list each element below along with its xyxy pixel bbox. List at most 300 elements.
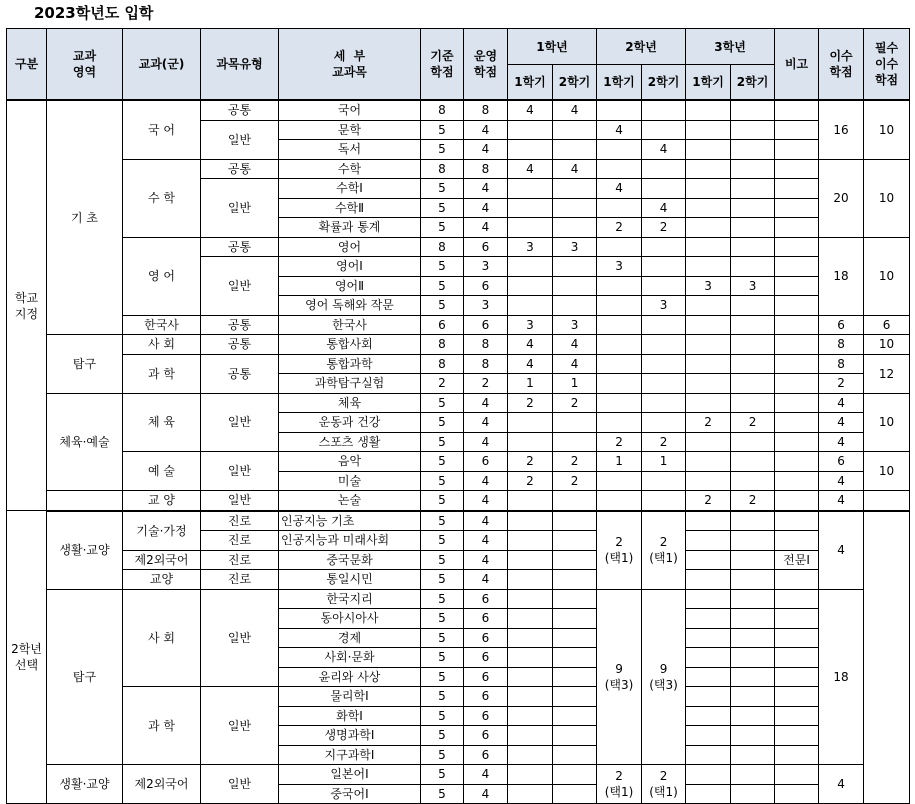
- type-cell: 일반: [201, 687, 279, 765]
- required-english: 10: [864, 237, 910, 315]
- type-cell: 진로: [201, 511, 279, 531]
- sem-cell: [686, 726, 731, 746]
- note-cell: [775, 296, 819, 316]
- op-credit: 4: [464, 218, 508, 238]
- base-credit: 5: [421, 687, 464, 707]
- op-credit: 4: [464, 550, 508, 570]
- total-pe3: 4: [819, 432, 864, 452]
- course-cell: 인공지능 기초: [279, 511, 421, 531]
- op-credit: 4: [464, 511, 508, 531]
- sem-cell: 2: [642, 432, 686, 452]
- table-row: [7, 393, 910, 413]
- note-cell: [775, 491, 819, 511]
- sem-cell: 4: [508, 159, 553, 179]
- sem-cell: [731, 452, 775, 472]
- explore-block-sem2: [642, 589, 686, 765]
- sem-cell: 3: [553, 237, 597, 257]
- sem-cell: [508, 511, 553, 531]
- note-cell: [775, 374, 819, 394]
- note-cell: [775, 648, 819, 668]
- base-credit: 5: [421, 413, 464, 433]
- sem-cell: [553, 257, 597, 277]
- op-credit: 6: [464, 745, 508, 765]
- course-cell: 생명과학Ⅰ: [279, 726, 421, 746]
- sem-cell: [553, 511, 597, 531]
- sem-cell: 4: [553, 159, 597, 179]
- sem-cell: [686, 550, 731, 570]
- op-credit: 2: [464, 374, 508, 394]
- sem-cell: [553, 667, 597, 687]
- sem-cell: [553, 491, 597, 511]
- note-cell: [775, 589, 819, 609]
- sem-cell: [553, 531, 597, 551]
- sem-cell: [686, 471, 731, 491]
- type-cell: 일반: [201, 765, 279, 804]
- sem-cell: [553, 589, 597, 609]
- sem-cell: [597, 393, 642, 413]
- sem-cell: [731, 315, 775, 335]
- type-cell: 공통: [201, 237, 279, 257]
- sem-cell: [553, 628, 597, 648]
- sem-cell: [508, 687, 553, 707]
- sem-cell: [731, 667, 775, 687]
- sem-cell: [553, 570, 597, 590]
- sem-cell: [731, 726, 775, 746]
- sem-cell: [731, 374, 775, 394]
- sem-cell: 4: [553, 100, 597, 120]
- course-cell: 윤리와 사상: [279, 667, 421, 687]
- sem-cell: 2: [553, 471, 597, 491]
- note-cell: [775, 628, 819, 648]
- base-credit: 5: [421, 531, 464, 551]
- sem-cell: [642, 237, 686, 257]
- lang-block-sem1-pick: (택1): [604, 785, 634, 799]
- sem-cell: 3: [508, 315, 553, 335]
- sem-cell: [508, 784, 553, 804]
- group-science: 과 학: [123, 354, 201, 393]
- op-credit: 6: [464, 628, 508, 648]
- op-credit: 6: [464, 648, 508, 668]
- sem-cell: [731, 648, 775, 668]
- op-credit: 4: [464, 179, 508, 199]
- type-cell: 일반: [201, 179, 279, 238]
- course-cell: 한국지리: [279, 589, 421, 609]
- required-korean: 10: [864, 100, 910, 159]
- header-op-credit: 운영 학점: [464, 29, 508, 101]
- note-cell: [775, 432, 819, 452]
- sem-cell: 1: [642, 452, 686, 472]
- table-row: [7, 550, 910, 570]
- section-elective: 2학년 선택: [7, 511, 47, 804]
- sem-cell: [686, 198, 731, 218]
- base-credit: 5: [421, 726, 464, 746]
- note-cell: [775, 179, 819, 199]
- course-cell: 화학Ⅰ: [279, 706, 421, 726]
- op-credit: 4: [464, 765, 508, 785]
- sem-cell: [731, 471, 775, 491]
- base-credit: 5: [421, 745, 464, 765]
- op-credit: 6: [464, 276, 508, 296]
- sem-cell: [508, 550, 553, 570]
- header-base-credit: 기준 학점: [421, 29, 464, 101]
- op-credit: 8: [464, 335, 508, 355]
- sem-cell: [686, 218, 731, 238]
- op-credit: 4: [464, 784, 508, 804]
- base-credit: 8: [421, 159, 464, 179]
- sem-cell: 4: [508, 100, 553, 120]
- base-credit: 8: [421, 354, 464, 374]
- required-elective: [864, 511, 910, 804]
- curriculum-table: [6, 28, 910, 804]
- total-liberal: 4: [819, 491, 864, 511]
- sem-cell: [553, 784, 597, 804]
- group-english: 영 어: [123, 237, 201, 315]
- sem-cell: [686, 511, 731, 531]
- sem-cell: [642, 159, 686, 179]
- area-life: 생활·교양: [47, 511, 123, 590]
- course-cell: 물리학Ⅰ: [279, 687, 421, 707]
- base-credit: 5: [421, 648, 464, 668]
- total-social: 8: [819, 335, 864, 355]
- sem-cell: 2: [686, 491, 731, 511]
- sem-cell: [642, 374, 686, 394]
- group-math: 수 학: [123, 159, 201, 237]
- base-credit: 5: [421, 471, 464, 491]
- sem-cell: [686, 393, 731, 413]
- sem-cell: [508, 628, 553, 648]
- table-row: [7, 765, 910, 785]
- sem-cell: [597, 374, 642, 394]
- sem-cell: [597, 100, 642, 120]
- group-tech: 기술·가정: [123, 511, 201, 551]
- sem-cell: 4: [553, 354, 597, 374]
- note-cell: [775, 140, 819, 160]
- sem-cell: [731, 784, 775, 804]
- op-credit: 4: [464, 432, 508, 452]
- base-credit: 8: [421, 237, 464, 257]
- sem-cell: 4: [553, 335, 597, 355]
- explore-block-sem2-value: 9: [659, 661, 668, 676]
- note-cell: [775, 218, 819, 238]
- sem-cell: [731, 550, 775, 570]
- sem-cell: [553, 765, 597, 785]
- group-art: 예 술: [123, 452, 201, 491]
- sem-cell: [686, 159, 731, 179]
- header-note: 비고: [775, 29, 819, 101]
- sem-cell: [686, 140, 731, 160]
- sem-cell: [642, 413, 686, 433]
- sem-cell: [508, 296, 553, 316]
- sem-cell: 2: [731, 413, 775, 433]
- type-cell: 공통: [201, 159, 279, 179]
- type-cell: 진로: [201, 570, 279, 590]
- type-cell: 일반: [201, 491, 279, 511]
- sem-cell: 2: [508, 471, 553, 491]
- course-cell: 확률과 통계: [279, 218, 421, 238]
- sem-cell: [508, 179, 553, 199]
- sem-cell: [731, 609, 775, 629]
- required-liberal: [864, 491, 910, 511]
- sem-cell: [686, 315, 731, 335]
- base-credit: 5: [421, 511, 464, 531]
- group-history: 한국사: [123, 315, 201, 335]
- sem-cell: [686, 296, 731, 316]
- course-cell: 경제: [279, 628, 421, 648]
- sem-cell: 1: [597, 452, 642, 472]
- op-credit: 6: [464, 452, 508, 472]
- type-cell: 공통: [201, 354, 279, 393]
- base-credit: 5: [421, 120, 464, 140]
- header-required: 필수 이수 학점: [864, 29, 910, 101]
- sem-cell: 4: [642, 198, 686, 218]
- group-social2: 사 회: [123, 589, 201, 687]
- note-cell: [775, 570, 819, 590]
- header-type: 과목유형: [201, 29, 279, 101]
- course-cell: 운동과 건강: [279, 413, 421, 433]
- sem-cell: [686, 335, 731, 355]
- sem-cell: [731, 296, 775, 316]
- course-cell: 스포츠 생활: [279, 432, 421, 452]
- note-cell: [775, 609, 819, 629]
- sem-cell: [642, 393, 686, 413]
- sem-cell: 4: [508, 335, 553, 355]
- area-pe-art: 체육·예술: [47, 393, 123, 491]
- sem-cell: [553, 648, 597, 668]
- total-science-a: 8: [819, 354, 864, 374]
- course-cell: 수학Ⅱ: [279, 198, 421, 218]
- sem-cell: 3: [553, 315, 597, 335]
- sem-cell: [642, 315, 686, 335]
- type-cell: 일반: [201, 393, 279, 452]
- sem-cell: 4: [597, 120, 642, 140]
- type-cell: 공통: [201, 335, 279, 355]
- type-cell: 일반: [201, 257, 279, 316]
- header-area: 교과 영역: [47, 29, 123, 101]
- sem-cell: [686, 628, 731, 648]
- group-liberal2: 교양: [123, 570, 201, 590]
- op-credit: 4: [464, 531, 508, 551]
- sem-cell: [553, 140, 597, 160]
- op-credit: 4: [464, 413, 508, 433]
- base-credit: 5: [421, 432, 464, 452]
- total-art1: 6: [819, 452, 864, 472]
- sem-cell: [731, 745, 775, 765]
- sem-cell: [731, 531, 775, 551]
- sem-cell: [686, 648, 731, 668]
- sem-cell: [553, 609, 597, 629]
- sem-cell: 2: [553, 452, 597, 472]
- note-cell: [775, 315, 819, 335]
- sem-cell: 3: [731, 276, 775, 296]
- header-grade1: 1학년: [508, 29, 597, 65]
- course-cell: 지구과학Ⅰ: [279, 745, 421, 765]
- sem-cell: 4: [597, 179, 642, 199]
- sem-cell: [731, 140, 775, 160]
- sem-cell: [508, 413, 553, 433]
- note-cell: [775, 354, 819, 374]
- sem-cell: [553, 550, 597, 570]
- sem-cell: [731, 706, 775, 726]
- op-credit: 6: [464, 726, 508, 746]
- life-block-sem1-pick: (택1): [604, 551, 634, 565]
- course-cell: 중국어Ⅰ: [279, 784, 421, 804]
- sem-cell: [686, 667, 731, 687]
- sem-cell: [508, 120, 553, 140]
- sem-cell: [731, 511, 775, 531]
- sem-cell: [642, 491, 686, 511]
- sem-cell: [553, 706, 597, 726]
- course-cell: 통합과학: [279, 354, 421, 374]
- note-cell: [775, 100, 819, 120]
- sem-cell: [553, 179, 597, 199]
- base-credit: 5: [421, 140, 464, 160]
- sem-cell: [597, 140, 642, 160]
- sem-cell: [597, 354, 642, 374]
- course-cell: 통일시민: [279, 570, 421, 590]
- base-credit: 5: [421, 276, 464, 296]
- table-row: [7, 570, 910, 590]
- sem-cell: [731, 393, 775, 413]
- op-credit: 4: [464, 491, 508, 511]
- header-grade2: 2학년: [597, 29, 686, 65]
- sem-cell: [508, 198, 553, 218]
- total-art2: 4: [819, 471, 864, 491]
- lang-block-sem1-value: 2: [615, 769, 623, 783]
- sem-cell: [597, 159, 642, 179]
- table-row: [7, 511, 910, 531]
- base-credit: 8: [421, 100, 464, 120]
- sem-cell: [642, 276, 686, 296]
- sem-cell: 2: [597, 218, 642, 238]
- lang-block-sem2-pick: (택1): [649, 785, 678, 799]
- op-credit: 4: [464, 570, 508, 590]
- course-cell: 사회·문화: [279, 648, 421, 668]
- total-pe1: 4: [819, 393, 864, 413]
- base-credit: 5: [421, 706, 464, 726]
- sem-cell: [553, 296, 597, 316]
- group-liberal: 교 양: [123, 491, 201, 511]
- header-g3-sem2: 2학기: [731, 65, 775, 101]
- sem-cell: 4: [508, 354, 553, 374]
- table-row: [7, 589, 910, 609]
- lang-block-sem1: [597, 765, 642, 804]
- note-cell: [775, 452, 819, 472]
- sem-cell: [642, 354, 686, 374]
- sem-cell: [731, 237, 775, 257]
- sem-cell: [553, 687, 597, 707]
- sem-cell: [686, 531, 731, 551]
- sem-cell: [686, 745, 731, 765]
- group-pe: 체 육: [123, 393, 201, 452]
- op-credit: 6: [464, 237, 508, 257]
- sem-cell: [553, 198, 597, 218]
- sem-cell: [508, 218, 553, 238]
- note-cell: 전문Ⅰ: [775, 550, 819, 570]
- course-cell: 영어: [279, 237, 421, 257]
- op-credit: 3: [464, 257, 508, 277]
- sem-cell: 3: [686, 276, 731, 296]
- base-credit: 5: [421, 452, 464, 472]
- op-credit: 4: [464, 393, 508, 413]
- sem-cell: [731, 218, 775, 238]
- sem-cell: [597, 335, 642, 355]
- header-total: 이수 학점: [819, 29, 864, 101]
- base-credit: 2: [421, 374, 464, 394]
- sem-cell: [642, 335, 686, 355]
- sem-cell: 2: [508, 452, 553, 472]
- sem-cell: [642, 120, 686, 140]
- required-art: 10: [864, 452, 910, 491]
- total-math: 20: [819, 159, 864, 237]
- op-credit: 6: [464, 589, 508, 609]
- op-credit: 4: [464, 471, 508, 491]
- sem-cell: 3: [642, 296, 686, 316]
- sem-cell: [731, 179, 775, 199]
- sem-cell: [686, 784, 731, 804]
- explore-block-sem1-value: 9: [615, 661, 623, 676]
- area-liberal-empty: [47, 491, 123, 511]
- sem-cell: [731, 120, 775, 140]
- sem-cell: 3: [508, 237, 553, 257]
- base-credit: 5: [421, 218, 464, 238]
- sem-cell: [508, 765, 553, 785]
- base-credit: 8: [421, 335, 464, 355]
- op-credit: 4: [464, 140, 508, 160]
- total-life: 4: [819, 511, 864, 590]
- header-g1-sem2: 2학기: [553, 65, 597, 101]
- base-credit: 6: [421, 315, 464, 335]
- sem-cell: 2: [508, 393, 553, 413]
- sem-cell: [508, 589, 553, 609]
- sem-cell: [686, 120, 731, 140]
- total-history: 6: [819, 315, 864, 335]
- sem-cell: 2: [597, 432, 642, 452]
- sem-cell: [686, 706, 731, 726]
- life-block-sem2-value: 2: [659, 535, 668, 549]
- required-science: 12: [864, 354, 910, 393]
- sem-cell: [731, 354, 775, 374]
- op-credit: 6: [464, 667, 508, 687]
- sem-cell: [731, 432, 775, 452]
- note-cell: [775, 706, 819, 726]
- total-korean: 16: [819, 100, 864, 159]
- type-cell: 일반: [201, 120, 279, 159]
- header-g3-sem1: 1학기: [686, 65, 731, 101]
- op-credit: 6: [464, 687, 508, 707]
- sem-cell: 3: [597, 257, 642, 277]
- note-cell: [775, 726, 819, 746]
- base-credit: 5: [421, 628, 464, 648]
- base-credit: 5: [421, 550, 464, 570]
- sem-cell: [731, 198, 775, 218]
- sem-cell: 2: [686, 413, 731, 433]
- sem-cell: [642, 100, 686, 120]
- type-cell: 일반: [201, 452, 279, 491]
- base-credit: 5: [421, 179, 464, 199]
- course-cell: 통합사회: [279, 335, 421, 355]
- sem-cell: [597, 491, 642, 511]
- explore-block-sem1: [597, 589, 642, 765]
- sem-cell: [553, 413, 597, 433]
- op-credit: 8: [464, 100, 508, 120]
- sem-cell: [553, 745, 597, 765]
- note-cell: [775, 393, 819, 413]
- course-cell: 일본어Ⅰ: [279, 765, 421, 785]
- note-cell: [775, 511, 819, 531]
- sem-cell: 4: [642, 140, 686, 160]
- sem-cell: 1: [553, 374, 597, 394]
- sem-cell: [508, 276, 553, 296]
